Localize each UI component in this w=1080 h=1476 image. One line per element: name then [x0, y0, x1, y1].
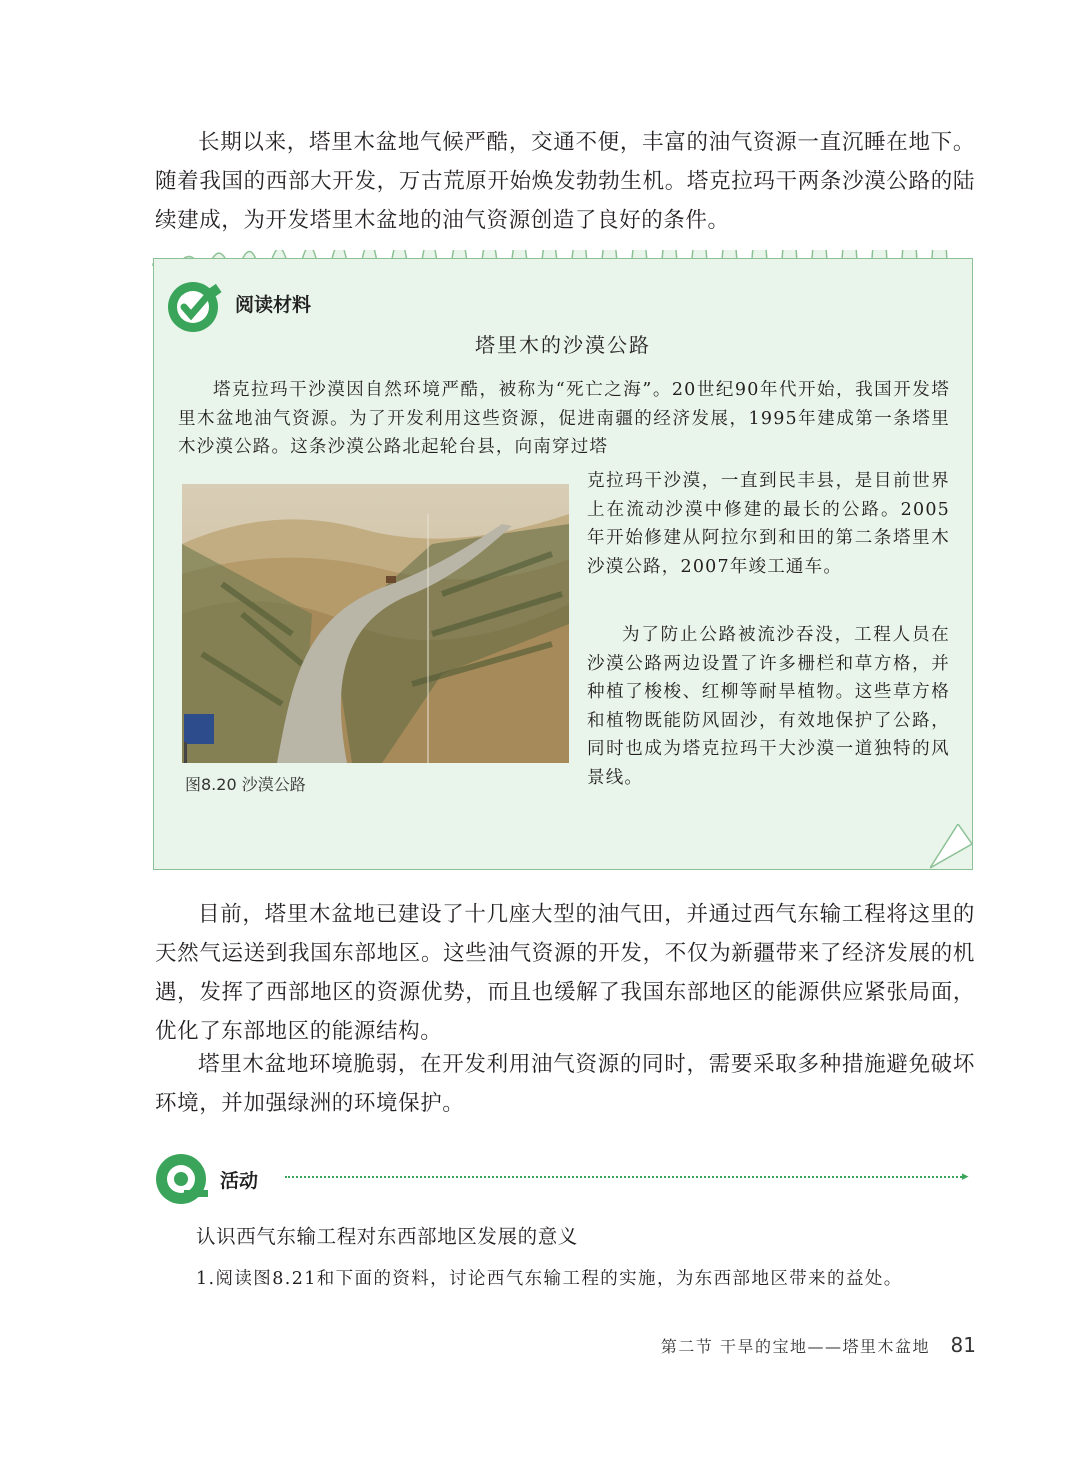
paragraph-2: 目前，塔里木盆地已建设了十几座大型的油气田，并通过西气东输工程将这里的天然气运送到我国东部地区。这些油气资源的开发，不仅为新疆带来了经济发展的机遇，发挥了西部地区的资源优势，而且也缓解了我国东部地区的能源供应紧张局面，优化了东部地区的能源结构。	[155, 902, 975, 1044]
activity-heading: 认识西气东输工程对东西部地区发展的意义	[196, 1225, 578, 1248]
figure-caption: 图8.20 沙漠公路	[185, 775, 306, 794]
reading-material-label: 阅读材料	[235, 294, 312, 316]
footer-section-title: 第二节 干旱的宝地——塔里木盆地	[660, 1337, 930, 1356]
intro-paragraph: 长期以来，塔里木盆地气候严酷，交通不便，丰富的油气资源一直沉睡在地下。随着我国的西部大开发，万古荒原开始焕发勃勃生机。塔克拉玛干两条沙漠公路的陆续建成，为开发塔里木盆地的油气资源创造了良好的条件。	[155, 130, 975, 233]
page-number: 81	[950, 1333, 976, 1357]
desert-highway-photo	[182, 484, 569, 763]
reading-paragraph-2: 为了防止公路被流沙吞没，工程人员在沙漠公路两边设置了许多栅栏和草方格，并种植了梭梭、红柳等耐旱植物。这些草方格和植物既能防风固沙，有效地保护了公路，同时也成为塔克拉玛干大沙漠一道独特的风景线。	[587, 625, 950, 788]
page-footer	[661, 1333, 976, 1357]
paragraph-3: 塔里木盆地环境脆弱，在开发利用油气资源的同时，需要采取多种措施避免破坏环境，并加强绿洲的环境保护。	[155, 1052, 975, 1116]
activity-icon	[154, 1152, 210, 1208]
activity-divider	[285, 1176, 965, 1178]
activity-label: 活动	[220, 1170, 259, 1192]
reading-title: 塔里木的沙漠公路	[475, 333, 651, 357]
activity-item-1: 1.阅读图8.21和下面的资料，讨论西气东输工程的实施，为东西部地区带来的益处。	[196, 1269, 903, 1289]
reading-paragraph-1-side: 克拉玛干沙漠，一直到民丰县，是目前世界上在流动沙漠中修建的最长的公路。2005年开始修建从阿拉尔到和田的第二条塔里木沙漠公路，2007年竣工通车。	[587, 471, 950, 577]
reading-paragraph-1-top: 塔克拉玛干沙漠因自然环境严酷，被称为“死亡之海”。20世纪90年代开始，我国开发塔里木盆地油气资源。为了开发利用这些资源，促进南疆的经济发展，1995年建成第一条塔里木沙漠公路。这条沙漠公路北起轮台县，向南穿过塔	[178, 380, 950, 457]
arrow-right-icon: ▸	[962, 1169, 969, 1184]
reading-material-icon	[166, 279, 224, 335]
page-curl-corner	[930, 824, 974, 870]
